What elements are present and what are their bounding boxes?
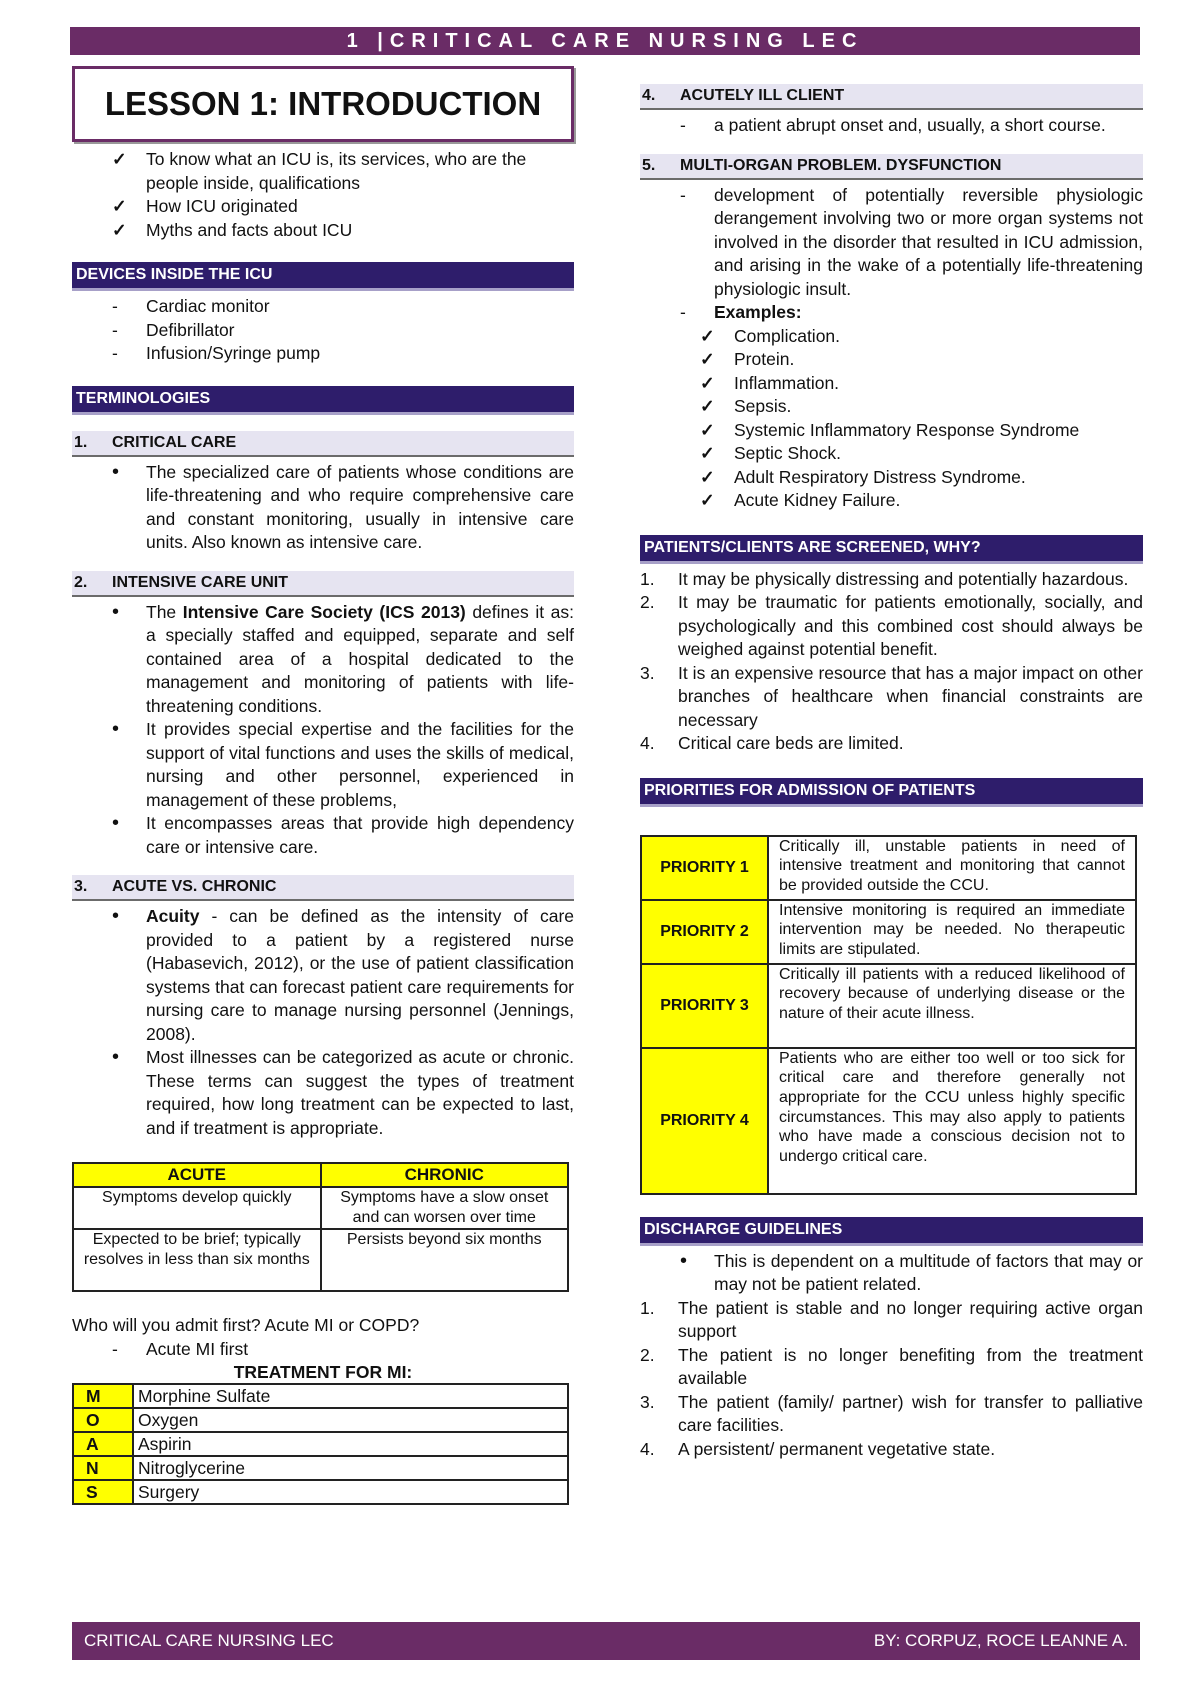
icu-bullet: • It provides special expertise and the facilities for the support of vital functions and uses the skills of medical, nursing and other personnel, experienced in management of these problems, <box>72 718 574 812</box>
term-definition: - a patient abrupt onset and, usually, a short course. <box>640 114 1143 138</box>
section-heading-screened: PATIENTS/CLIENTS ARE SCREENED, WHY? <box>640 535 1143 564</box>
icu-bullet: • The Intensive Care Society (ICS 2013) defines it as: a specially staffed and equipped, separate and self contained area of a hospital dedicated to the management and monitoring of patients with life-threatening conditions. <box>72 601 574 719</box>
examples-label: - Examples: <box>640 301 1143 325</box>
multi-organ-list <box>640 184 1143 325</box>
acutely-ill-list <box>640 114 1143 138</box>
left-column <box>72 66 574 1505</box>
mi-title: TREATMENT FOR MI: <box>233 1362 413 1382</box>
mi-text: Oxygen <box>133 1408 568 1432</box>
table-row <box>641 1048 1136 1194</box>
priority-label: PRIORITY 1 <box>641 836 768 900</box>
table-cell: Expected to be brief; typically resolves in less than six months <box>73 1229 321 1291</box>
mi-letter: O <box>73 1408 133 1432</box>
example-item: ✓ Septic Shock. <box>640 442 1143 466</box>
mi-letter: M <box>73 1384 133 1408</box>
term-heading-critical-care: 1. CRITICAL CARE <box>72 431 574 457</box>
mi-table <box>72 1383 569 1505</box>
mi-text: Morphine Sulfate <box>133 1384 568 1408</box>
objective-item: ✓ How ICU originated <box>72 195 574 219</box>
table-cell: Persists beyond six months <box>321 1229 569 1291</box>
table-row <box>73 1456 568 1480</box>
discharge-item: 2. The patient is no longer benefiting from the treatment available <box>640 1344 1143 1388</box>
priority-text: Critically ill, unstable patients in need of intensive treatment and monitoring that cannot be provided outside the CCU. <box>768 836 1136 900</box>
priority-text: Critically ill patients with a reduced likelihood of recovery because of underlying disease or the nature of their acute illness. <box>768 964 1136 1048</box>
term-definition: • The specialized care of patients whose conditions are life-threatening and who require comprehensive care and constant monitoring, usually in intensive care units. Also known as intensive care. <box>72 461 574 555</box>
admit-answer-list <box>72 1338 574 1362</box>
lesson-title: LESSON 1: INTRODUCTION <box>72 66 574 142</box>
mi-text: Surgery <box>133 1480 568 1504</box>
term-heading-acute-chronic: 3. ACUTE VS. CHRONIC <box>72 875 574 901</box>
section-heading-devices: DEVICES INSIDE THE ICU <box>72 262 574 291</box>
table-row <box>73 1480 568 1504</box>
right-column <box>640 70 1143 1461</box>
term-heading-acutely-ill: 4. ACUTELY ILL CLIENT <box>640 84 1143 110</box>
screened-list <box>640 568 1143 756</box>
mi-letter: N <box>73 1456 133 1480</box>
discharge-item: 3. The patient (family/ partner) wish for transfer to palliative care facilities. <box>640 1391 1143 1435</box>
table-cell: Symptoms develop quickly <box>73 1187 321 1229</box>
table-header: CHRONIC <box>321 1163 569 1187</box>
discharge-item: 4. A persistent/ permanent vegetative state. <box>640 1438 996 1459</box>
example-item: ✓ Systemic Inflammatory Response Syndrome <box>640 419 1143 443</box>
term-heading-multi-organ: 5. MULTI-ORGAN PROBLEM. DYSFUNCTION <box>640 154 1143 180</box>
example-item: ✓ Protein. <box>640 348 1143 372</box>
section-heading-terminologies: TERMINOLOGIES <box>72 386 574 415</box>
table-cell: Symptoms have a slow onset and can worsen over time <box>321 1187 569 1229</box>
acute-chronic-list <box>72 905 574 1140</box>
screened-item: 3. It is an expensive resource that has a major impact on other branches of healthcare when financial constraints are necessary <box>640 662 1143 730</box>
example-item: ✓ Sepsis. <box>640 395 1143 419</box>
screened-item: 1. It may be physically distressing and potentially hazardous. <box>640 568 1129 589</box>
section-heading-discharge: DISCHARGE GUIDELINES <box>640 1217 1143 1246</box>
table-header: ACUTE <box>73 1163 321 1187</box>
section-heading-priorities: PRIORITIES FOR ADMISSION OF PATIENTS <box>640 778 1143 807</box>
table-row <box>73 1187 568 1229</box>
priority-text: Intensive monitoring is required an immediate intervention may be needed. No therapeutic limits are stipulated. <box>768 900 1136 964</box>
page-footer <box>72 1622 1140 1660</box>
priority-text: Patients who are either too well or too sick for critical care and therefore generally not appropriate for the CCU unless highly specific circumstances. This may also apply to patients who have made a conscious decision not to undergo critical care. <box>768 1048 1136 1194</box>
priorities-table <box>640 835 1137 1195</box>
mi-text: Nitroglycerine <box>133 1456 568 1480</box>
table-row <box>73 1384 568 1408</box>
footer-course: CRITICAL CARE NURSING LEC <box>84 1631 334 1650</box>
page-header-bar: 1 |CRITICAL CARE NURSING LEC <box>70 27 1140 55</box>
admit-question: Who will you admit first? Acute MI or COPD? <box>72 1315 420 1335</box>
example-item: ✓ Complication. <box>640 325 1143 349</box>
table-row <box>73 1229 568 1291</box>
table-row <box>641 836 1136 900</box>
acute-chronic-table <box>72 1162 569 1292</box>
example-item: ✓ Acute Kidney Failure. <box>640 489 1143 513</box>
critical-care-list <box>72 461 574 555</box>
mi-letter: S <box>73 1480 133 1504</box>
objective-item: ✓ Myths and facts about ICU <box>72 219 574 243</box>
priority-label: PRIORITY 3 <box>641 964 768 1048</box>
mi-text: Aspirin <box>133 1432 568 1456</box>
objective-item: ✓ To know what an ICU is, its services, who are the people inside, qualifications <box>72 148 574 195</box>
examples-list <box>640 325 1143 513</box>
screened-item: 4. Critical care beds are limited. <box>640 733 904 753</box>
table-row <box>73 1408 568 1432</box>
icu-list <box>72 601 574 860</box>
footer-author: BY: CORPUZ, ROCE LEANNE A. <box>873 1631 1128 1650</box>
icu-bullet: • It encompasses areas that provide high dependency care or intensive care. <box>72 812 574 859</box>
mi-letter: A <box>73 1432 133 1456</box>
table-row <box>641 900 1136 964</box>
screened-item: 2. It may be traumatic for patients emotionally, socially, and psychologically and this combined cost should always be weighed against potential benefit. <box>640 592 1143 659</box>
devices-list <box>72 295 574 366</box>
objectives-list <box>72 148 574 242</box>
acute-bullet: • Most illnesses can be categorized as acute or chronic. These terms can suggest the types of treatment required, how long treatment can be expected to last, and if treatment is appropriate. <box>72 1046 574 1140</box>
table-row <box>73 1432 568 1456</box>
acute-bullet: • Acuity - can be defined as the intensity of care provided to a patient by a registered nurse (Habasevich, 2012), or the use of patient classification systems that can forecast patient care requirements for nursing care to manage nursing personnel (Jennings, 2008). <box>72 905 574 1046</box>
device-item: - Infusion/Syringe pump <box>72 342 574 366</box>
term-definition: - development of potentially reversible physiologic derangement involving two or more organ systems not involved in the disorder that resulted in ICU admission, and arising in the wake of a potentially life-threatening physiologic insult. <box>640 184 1143 302</box>
discharge-intro: • This is dependent on a multitude of factors that may or may not be patient related. <box>640 1250 1143 1297</box>
device-item: - Cardiac monitor <box>72 295 574 319</box>
priority-label: PRIORITY 2 <box>641 900 768 964</box>
discharge-intro-list <box>640 1250 1143 1297</box>
priority-label: PRIORITY 4 <box>641 1048 768 1194</box>
example-item: ✓ Adult Respiratory Distress Syndrome. <box>640 466 1143 490</box>
table-row <box>641 964 1136 1048</box>
discharge-list <box>640 1297 1143 1462</box>
device-item: - Defibrillator <box>72 319 574 343</box>
discharge-item: 1. The patient is stable and no longer requiring active organ support <box>640 1297 1143 1341</box>
term-heading-icu: 2. INTENSIVE CARE UNIT <box>72 571 574 597</box>
example-item: ✓ Inflammation. <box>640 372 1143 396</box>
admit-answer: - Acute MI first <box>72 1338 574 1362</box>
